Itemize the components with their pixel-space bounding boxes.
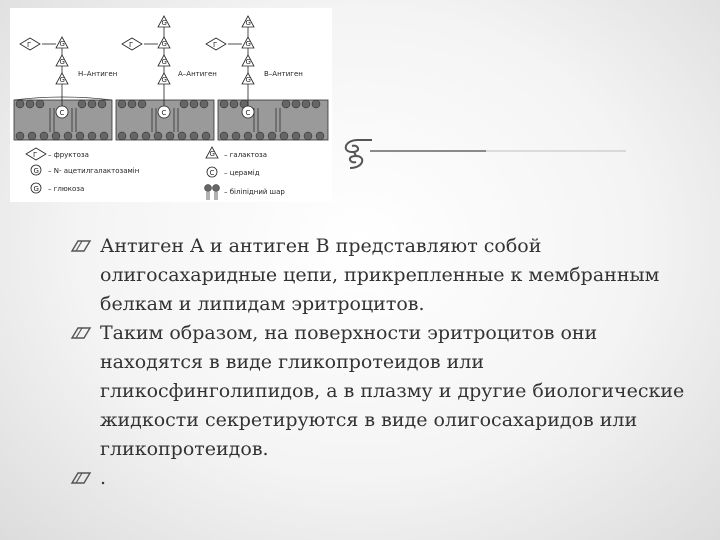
a-antigen-label: A–Антиген — [178, 70, 217, 78]
svg-text:Г: Г — [129, 41, 134, 49]
legend-glucose: – глюкоза — [48, 185, 85, 193]
svg-text:G: G — [245, 58, 251, 66]
svg-text:G: G — [59, 58, 65, 66]
svg-text:G: G — [245, 40, 251, 48]
svg-text:C: C — [209, 169, 215, 177]
svg-text:G: G — [161, 40, 167, 48]
lipid-legend-icon — [205, 185, 220, 201]
svg-text:G: G — [59, 40, 65, 48]
svg-text:G: G — [161, 19, 167, 27]
b-antigen-label: B–Антиген — [264, 70, 303, 78]
svg-text:C: C — [161, 109, 167, 117]
legend-lipid-layer: – біліпідний шар — [224, 188, 285, 196]
legend — [26, 147, 285, 200]
h-antigen-label: H–Антиген — [78, 70, 118, 78]
bullet-text: Таким образом, на поверхности эритроцитов они находятся в виде гликопротеидов или гликосфинголипидов, а в плазму и другие биологические жидкости секретируются в виде олигосахаридов или гликопротеидов. — [100, 322, 685, 460]
book-bullet-icon — [70, 325, 92, 341]
bullet-list — [70, 232, 690, 493]
svg-text:Г: Г — [213, 41, 218, 49]
scroll-ornament-icon — [336, 134, 636, 174]
svg-text:G: G — [245, 76, 251, 84]
book-bullet-icon — [70, 470, 92, 486]
svg-text:G: G — [33, 167, 39, 175]
antigen-diagram-svg — [10, 8, 332, 202]
svg-text:G: G — [161, 76, 167, 84]
legend-acetylgalactosamine: – N- ацетилгалактозамін — [48, 167, 140, 175]
legend-galactose: – галактоза — [224, 151, 268, 159]
svg-text:G: G — [33, 185, 39, 193]
list-item — [70, 232, 690, 319]
bullet-text: . — [100, 467, 107, 489]
list-item — [70, 464, 690, 493]
antigen-diagram — [10, 8, 332, 202]
svg-text:C: C — [245, 109, 251, 117]
svg-text:G: G — [161, 58, 167, 66]
svg-text:Г: Г — [27, 41, 32, 49]
svg-text:G: G — [245, 19, 251, 27]
svg-text:G: G — [59, 76, 65, 84]
svg-text:C: C — [59, 109, 65, 117]
svg-text:G: G — [209, 150, 215, 158]
svg-text:Г: Г — [33, 151, 38, 159]
legend-ceramide: – церамід — [224, 169, 260, 177]
bullet-text: Антиген A и антиген B представляют собой олигосахаридные цепи, прикрепленные к мембранным белкам и липидам эритроцитов. — [100, 235, 660, 315]
legend-fucose: – фруктоза — [48, 151, 89, 159]
book-bullet-icon — [70, 238, 92, 254]
list-item — [70, 319, 690, 464]
